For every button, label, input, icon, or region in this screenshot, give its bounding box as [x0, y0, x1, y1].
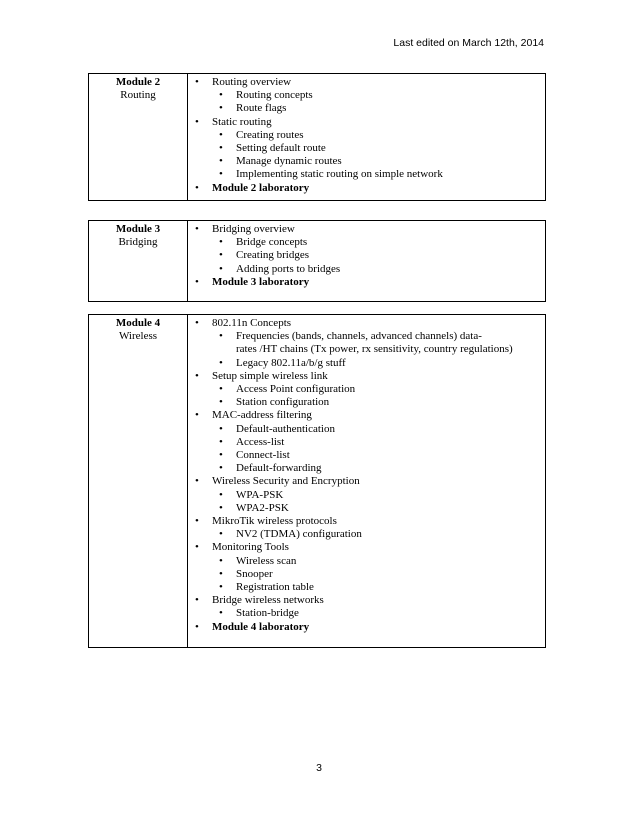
topic-text: Access-list [236, 435, 285, 448]
topic-text: Monitoring Tools [212, 541, 289, 554]
topic-text: Static routing [212, 115, 272, 128]
topic-text: Station-bridge [236, 607, 299, 620]
module-3-box [88, 220, 546, 302]
bullet-icon: • [219, 607, 223, 620]
bullet-icon: • [219, 422, 223, 435]
bullet-icon: • [219, 142, 223, 155]
subtopic-item [188, 436, 545, 449]
bullet-icon: • [219, 435, 223, 448]
bullet-icon: • [195, 515, 199, 528]
subtopic-item [188, 89, 545, 102]
topic-item [188, 223, 545, 236]
topic-text: Bridge wireless networks [212, 594, 324, 607]
topic-text: Creating routes [236, 128, 304, 141]
bullet-icon: • [195, 76, 199, 88]
topic-text: Frequencies (bands, channels, advanced channels) data- [236, 330, 482, 343]
subtopic-item [188, 102, 545, 115]
topic-text: Default-authentication [236, 422, 335, 435]
module-number: Module 3 [115, 223, 161, 235]
module-number: Module 2 [115, 76, 161, 88]
bullet-icon: • [219, 528, 223, 541]
bullet-icon: • [219, 581, 223, 594]
subtopic-item [188, 396, 545, 409]
bullet-icon: • [219, 488, 223, 501]
topic-item [188, 370, 545, 383]
topic-text: Wireless Security and Encryption [212, 475, 360, 488]
bullet-icon: • [219, 462, 223, 475]
bullet-icon: • [195, 369, 199, 382]
subtopic-item [188, 129, 545, 142]
bullet-icon: • [219, 383, 223, 396]
subtopic-item [188, 236, 545, 249]
topic-text: Manage dynamic routes [236, 155, 342, 168]
topic-continuation [188, 343, 545, 356]
subtopic-item [188, 155, 545, 168]
bullet-icon: • [219, 249, 223, 262]
topic-text: Legacy 802.11a/b/g stuff [236, 356, 346, 369]
topic-text: Access Point configuration [236, 383, 356, 396]
topic-text: Routing overview [212, 76, 292, 88]
topic-text: Route flags [236, 102, 287, 115]
bullet-icon: • [219, 168, 223, 181]
topic-item [188, 182, 545, 195]
topic-item [188, 76, 545, 89]
topic-item [188, 116, 545, 129]
bullet-icon: • [219, 330, 223, 343]
topic-item [188, 515, 545, 528]
subtopic-item [188, 449, 545, 462]
topic-text: Connect-list [236, 449, 290, 462]
bullet-icon: • [195, 115, 199, 128]
topic-text: Station configuration [236, 396, 330, 409]
bullet-icon: • [219, 449, 223, 462]
subtopic-item [188, 607, 545, 620]
topic-item [188, 317, 545, 330]
topic-item [188, 276, 545, 289]
bullet-icon: • [219, 396, 223, 409]
topic-text: Bridging overview [212, 223, 295, 235]
topic-text: Adding ports to bridges [236, 262, 341, 275]
topic-text: MAC-address filtering [212, 409, 312, 422]
topic-text: Module 4 laboratory [212, 620, 310, 633]
topic-item [188, 594, 545, 607]
subtopic-item [188, 423, 545, 436]
bullet-icon: • [219, 567, 223, 580]
bullet-icon: • [219, 102, 223, 115]
topic-text: WPA2-PSK [236, 501, 289, 514]
topic-list [188, 221, 545, 301]
bullet-icon: • [195, 541, 199, 554]
topic-item [188, 621, 545, 634]
module-label-cell [89, 221, 188, 301]
module-2-box [88, 73, 546, 201]
topic-text: Wireless scan [236, 554, 297, 567]
topic-item [188, 409, 545, 422]
bullet-icon: • [195, 181, 199, 194]
bullet-icon: • [219, 501, 223, 514]
bullet-icon: • [195, 620, 199, 633]
topic-item [188, 541, 545, 554]
bullet-icon: • [219, 89, 223, 102]
module-title: Wireless [118, 330, 158, 343]
module-number: Module 4 [115, 317, 161, 329]
topic-text: MikroTik wireless protocols [212, 515, 337, 528]
subtopic-item [188, 568, 545, 581]
topic-text: Creating bridges [236, 249, 310, 262]
module-title: Bridging [118, 236, 158, 249]
bullet-icon: • [195, 317, 199, 329]
bullet-icon: • [219, 128, 223, 141]
topic-text: NV2 (TDMA) configuration [236, 528, 362, 541]
topic-list [188, 74, 545, 200]
subtopic-item [188, 581, 545, 594]
topic-item [188, 475, 545, 488]
topic-text: Module 2 laboratory [212, 181, 310, 194]
topic-list [188, 315, 545, 647]
subtopic-item [188, 357, 545, 370]
module-label-cell [89, 74, 188, 200]
bullet-icon: • [195, 475, 199, 488]
topic-text: Setting default route [236, 142, 326, 155]
bullet-icon: • [195, 594, 199, 607]
subtopic-item [188, 249, 545, 262]
page-number: 3 [316, 762, 322, 774]
bullet-icon: • [219, 356, 223, 369]
subtopic-item [188, 528, 545, 541]
subtopic-item [188, 263, 545, 276]
subtopic-item [188, 555, 545, 568]
subtopic-item [188, 489, 545, 502]
topic-text: rates /HT chains (Tx power, rx sensitivity, country regulations) [236, 343, 513, 356]
topic-text: Snooper [236, 567, 273, 580]
topic-text: Default-forwarding [236, 462, 322, 475]
module-4-box [88, 314, 546, 648]
bullet-icon: • [219, 554, 223, 567]
subtopic-item [188, 462, 545, 475]
topic-text: Registration table [236, 581, 314, 594]
topic-text: 802.11n Concepts [212, 317, 292, 329]
module-label-cell [89, 315, 188, 647]
subtopic-item [188, 330, 545, 343]
bullet-icon: • [195, 275, 199, 288]
subtopic-item [188, 142, 545, 155]
module-title: Routing [120, 89, 156, 102]
topic-text: WPA-PSK [236, 488, 284, 501]
subtopic-item [188, 383, 545, 396]
topic-text: Bridge concepts [236, 236, 308, 249]
topic-text: Setup simple wireless link [212, 369, 328, 382]
subtopic-item [188, 502, 545, 515]
subtopic-item [188, 168, 545, 181]
bullet-icon: • [219, 236, 223, 249]
bullet-icon: • [219, 155, 223, 168]
bullet-icon: • [195, 223, 199, 235]
bullet-icon: • [219, 262, 223, 275]
topic-text: Implementing static routing on simple network [236, 168, 443, 181]
last-edited-note: Last edited on March 12th, 2014 [393, 37, 544, 49]
topic-text: Routing concepts [236, 89, 313, 102]
topic-text: Module 3 laboratory [212, 275, 310, 288]
bullet-icon: • [195, 409, 199, 422]
